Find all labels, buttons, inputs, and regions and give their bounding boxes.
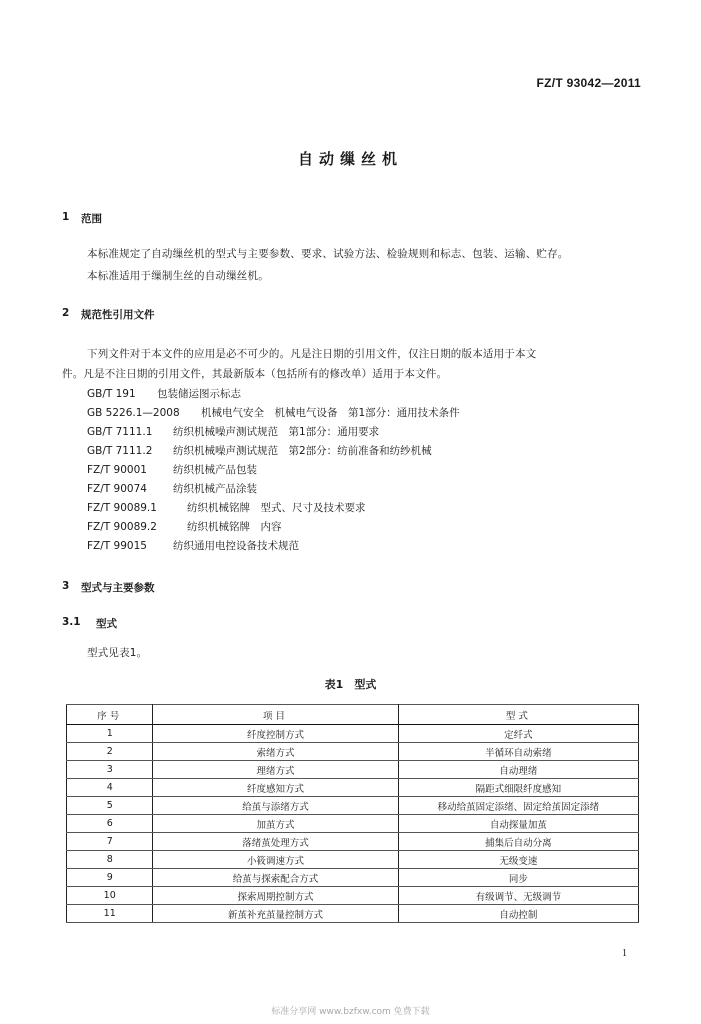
table-cell: 隔距式细限纤度感知 bbox=[398, 779, 638, 797]
table-row bbox=[67, 725, 639, 743]
table-row bbox=[67, 761, 639, 779]
table-cell: 半循环自动索绪 bbox=[398, 743, 638, 761]
reference-item bbox=[87, 424, 379, 439]
reference-code: GB/T 7111.2 bbox=[87, 445, 153, 457]
reference-item bbox=[87, 386, 241, 401]
table-cell: 给茧与探索配合方式 bbox=[153, 869, 398, 887]
reference-code: FZ/T 90001 bbox=[87, 464, 147, 476]
table-row bbox=[67, 905, 639, 923]
table-cell: 4 bbox=[67, 779, 153, 797]
table-cell: 10 bbox=[67, 887, 153, 905]
reference-item bbox=[87, 500, 366, 515]
subsection-3-1-number: 3.1 bbox=[62, 616, 81, 628]
reference-title: 纺织机械产品涂装 bbox=[173, 483, 257, 495]
table-header-cell: 型式 bbox=[398, 705, 638, 725]
reference-code: FZ/T 99015 bbox=[87, 540, 147, 552]
reference-code: GB/T 191 bbox=[87, 388, 136, 400]
table-row bbox=[67, 779, 639, 797]
reference-title: 纺织机械产品包装 bbox=[173, 464, 257, 476]
table-row bbox=[67, 743, 639, 761]
table-row bbox=[67, 833, 639, 851]
table-cell: 9 bbox=[67, 869, 153, 887]
reference-title: 机械电气安全 机械电气设备 第1部分：通用技术条件 bbox=[201, 407, 460, 419]
reference-code: FZ/T 90089.1 bbox=[87, 502, 157, 514]
table-header-cell: 项目 bbox=[153, 705, 398, 725]
reference-title: 纺织机械噪声测试规范 第1部分：通用要求 bbox=[173, 426, 380, 438]
section-2-intro: 下列文件对于本文件的应用是必不可少的。凡是注日期的引用文件，仅注日期的版本适用于本文 bbox=[87, 348, 537, 360]
section-2-heading: 规范性引用文件 bbox=[81, 309, 155, 321]
document-title: 自动缫丝机 bbox=[297, 150, 403, 168]
reference-code: FZ/T 90074 bbox=[87, 483, 147, 495]
table-cell: 1 bbox=[67, 725, 153, 743]
section-2-number: 2 bbox=[62, 307, 70, 319]
section-1-paragraph: 本标准适用于缫制生丝的自动缫丝机。 bbox=[87, 270, 269, 282]
section-1-paragraph: 本标准规定了自动缫丝机的型式与主要参数、要求、试验方法、检验规则和标志、包装、运输、贮存。 bbox=[87, 248, 569, 260]
reference-title: 纺织机械铭牌 型式、尺寸及技术要求 bbox=[187, 502, 366, 514]
watermark-footer: 标准分享网 www.bzfxw.com 免费下载 bbox=[271, 1007, 430, 1017]
section-1-heading: 范围 bbox=[81, 213, 102, 225]
table-cell: 无级变速 bbox=[398, 851, 638, 869]
reference-title: 纺织机械铭牌 内容 bbox=[187, 521, 282, 533]
table-cell: 8 bbox=[67, 851, 153, 869]
table-cell: 移动给茧固定添绪、固定给茧固定添绪 bbox=[398, 797, 638, 815]
table-cell: 自动控制 bbox=[398, 905, 638, 923]
page-number: 1 bbox=[622, 948, 627, 959]
table-cell: 有级调节、无级调节 bbox=[398, 887, 638, 905]
table-cell: 2 bbox=[67, 743, 153, 761]
table-cell: 11 bbox=[67, 905, 153, 923]
reference-code: GB 5226.1—2008 bbox=[87, 407, 180, 419]
table-cell: 纤度控制方式 bbox=[153, 725, 398, 743]
table-row bbox=[67, 815, 639, 833]
table-cell: 捕集后自动分离 bbox=[398, 833, 638, 851]
table-cell: 索绪方式 bbox=[153, 743, 398, 761]
type-table bbox=[66, 704, 639, 923]
section-1-number: 1 bbox=[62, 211, 70, 223]
reference-item bbox=[87, 462, 257, 477]
table-row bbox=[67, 851, 639, 869]
reference-item bbox=[87, 538, 299, 553]
table-cell: 7 bbox=[67, 833, 153, 851]
section-2-intro: 件。凡是不注日期的引用文件，其最新版本（包括所有的修改单）适用于本文件。 bbox=[62, 368, 448, 380]
table-cell: 落绪茧处理方式 bbox=[153, 833, 398, 851]
reference-code: FZ/T 90089.2 bbox=[87, 521, 157, 533]
reference-item bbox=[87, 405, 460, 420]
table-cell: 探索周期控制方式 bbox=[153, 887, 398, 905]
table-cell: 自动探量加茧 bbox=[398, 815, 638, 833]
table-cell: 纤度感知方式 bbox=[153, 779, 398, 797]
section-3-number: 3 bbox=[62, 580, 70, 592]
table-header-cell: 序号 bbox=[67, 705, 153, 725]
section-3-heading: 型式与主要参数 bbox=[81, 582, 155, 594]
table-row bbox=[67, 869, 639, 887]
table-cell: 理绪方式 bbox=[153, 761, 398, 779]
table-cell: 自动理绪 bbox=[398, 761, 638, 779]
table-cell: 小筱调速方式 bbox=[153, 851, 398, 869]
table-header-row bbox=[67, 705, 639, 725]
table-cell: 加茧方式 bbox=[153, 815, 398, 833]
table-cell: 3 bbox=[67, 761, 153, 779]
reference-item bbox=[87, 519, 282, 534]
table-cell: 给茧与添绪方式 bbox=[153, 797, 398, 815]
table-caption: 表1 型式 bbox=[324, 678, 377, 691]
reference-title: 纺织机械噪声测试规范 第2部分：纺前准备和纺纱机械 bbox=[173, 445, 432, 457]
table-cell: 定纤式 bbox=[398, 725, 638, 743]
reference-item bbox=[87, 443, 432, 458]
table-cell: 5 bbox=[67, 797, 153, 815]
reference-item bbox=[87, 481, 257, 496]
reference-title: 纺织通用电控设备技术规范 bbox=[173, 540, 299, 552]
subsection-3-1-text: 型式见表1。 bbox=[87, 647, 148, 659]
reference-code: GB/T 7111.1 bbox=[87, 426, 153, 438]
reference-title: 包装储运图示标志 bbox=[157, 388, 241, 400]
table-row bbox=[67, 887, 639, 905]
table-cell: 6 bbox=[67, 815, 153, 833]
table-cell: 同步 bbox=[398, 869, 638, 887]
table-cell: 新茧补充茧量控制方式 bbox=[153, 905, 398, 923]
subsection-3-1-heading: 型式 bbox=[96, 618, 117, 630]
document-number: FZ/T 93042—2011 bbox=[536, 76, 641, 90]
table-row bbox=[67, 797, 639, 815]
